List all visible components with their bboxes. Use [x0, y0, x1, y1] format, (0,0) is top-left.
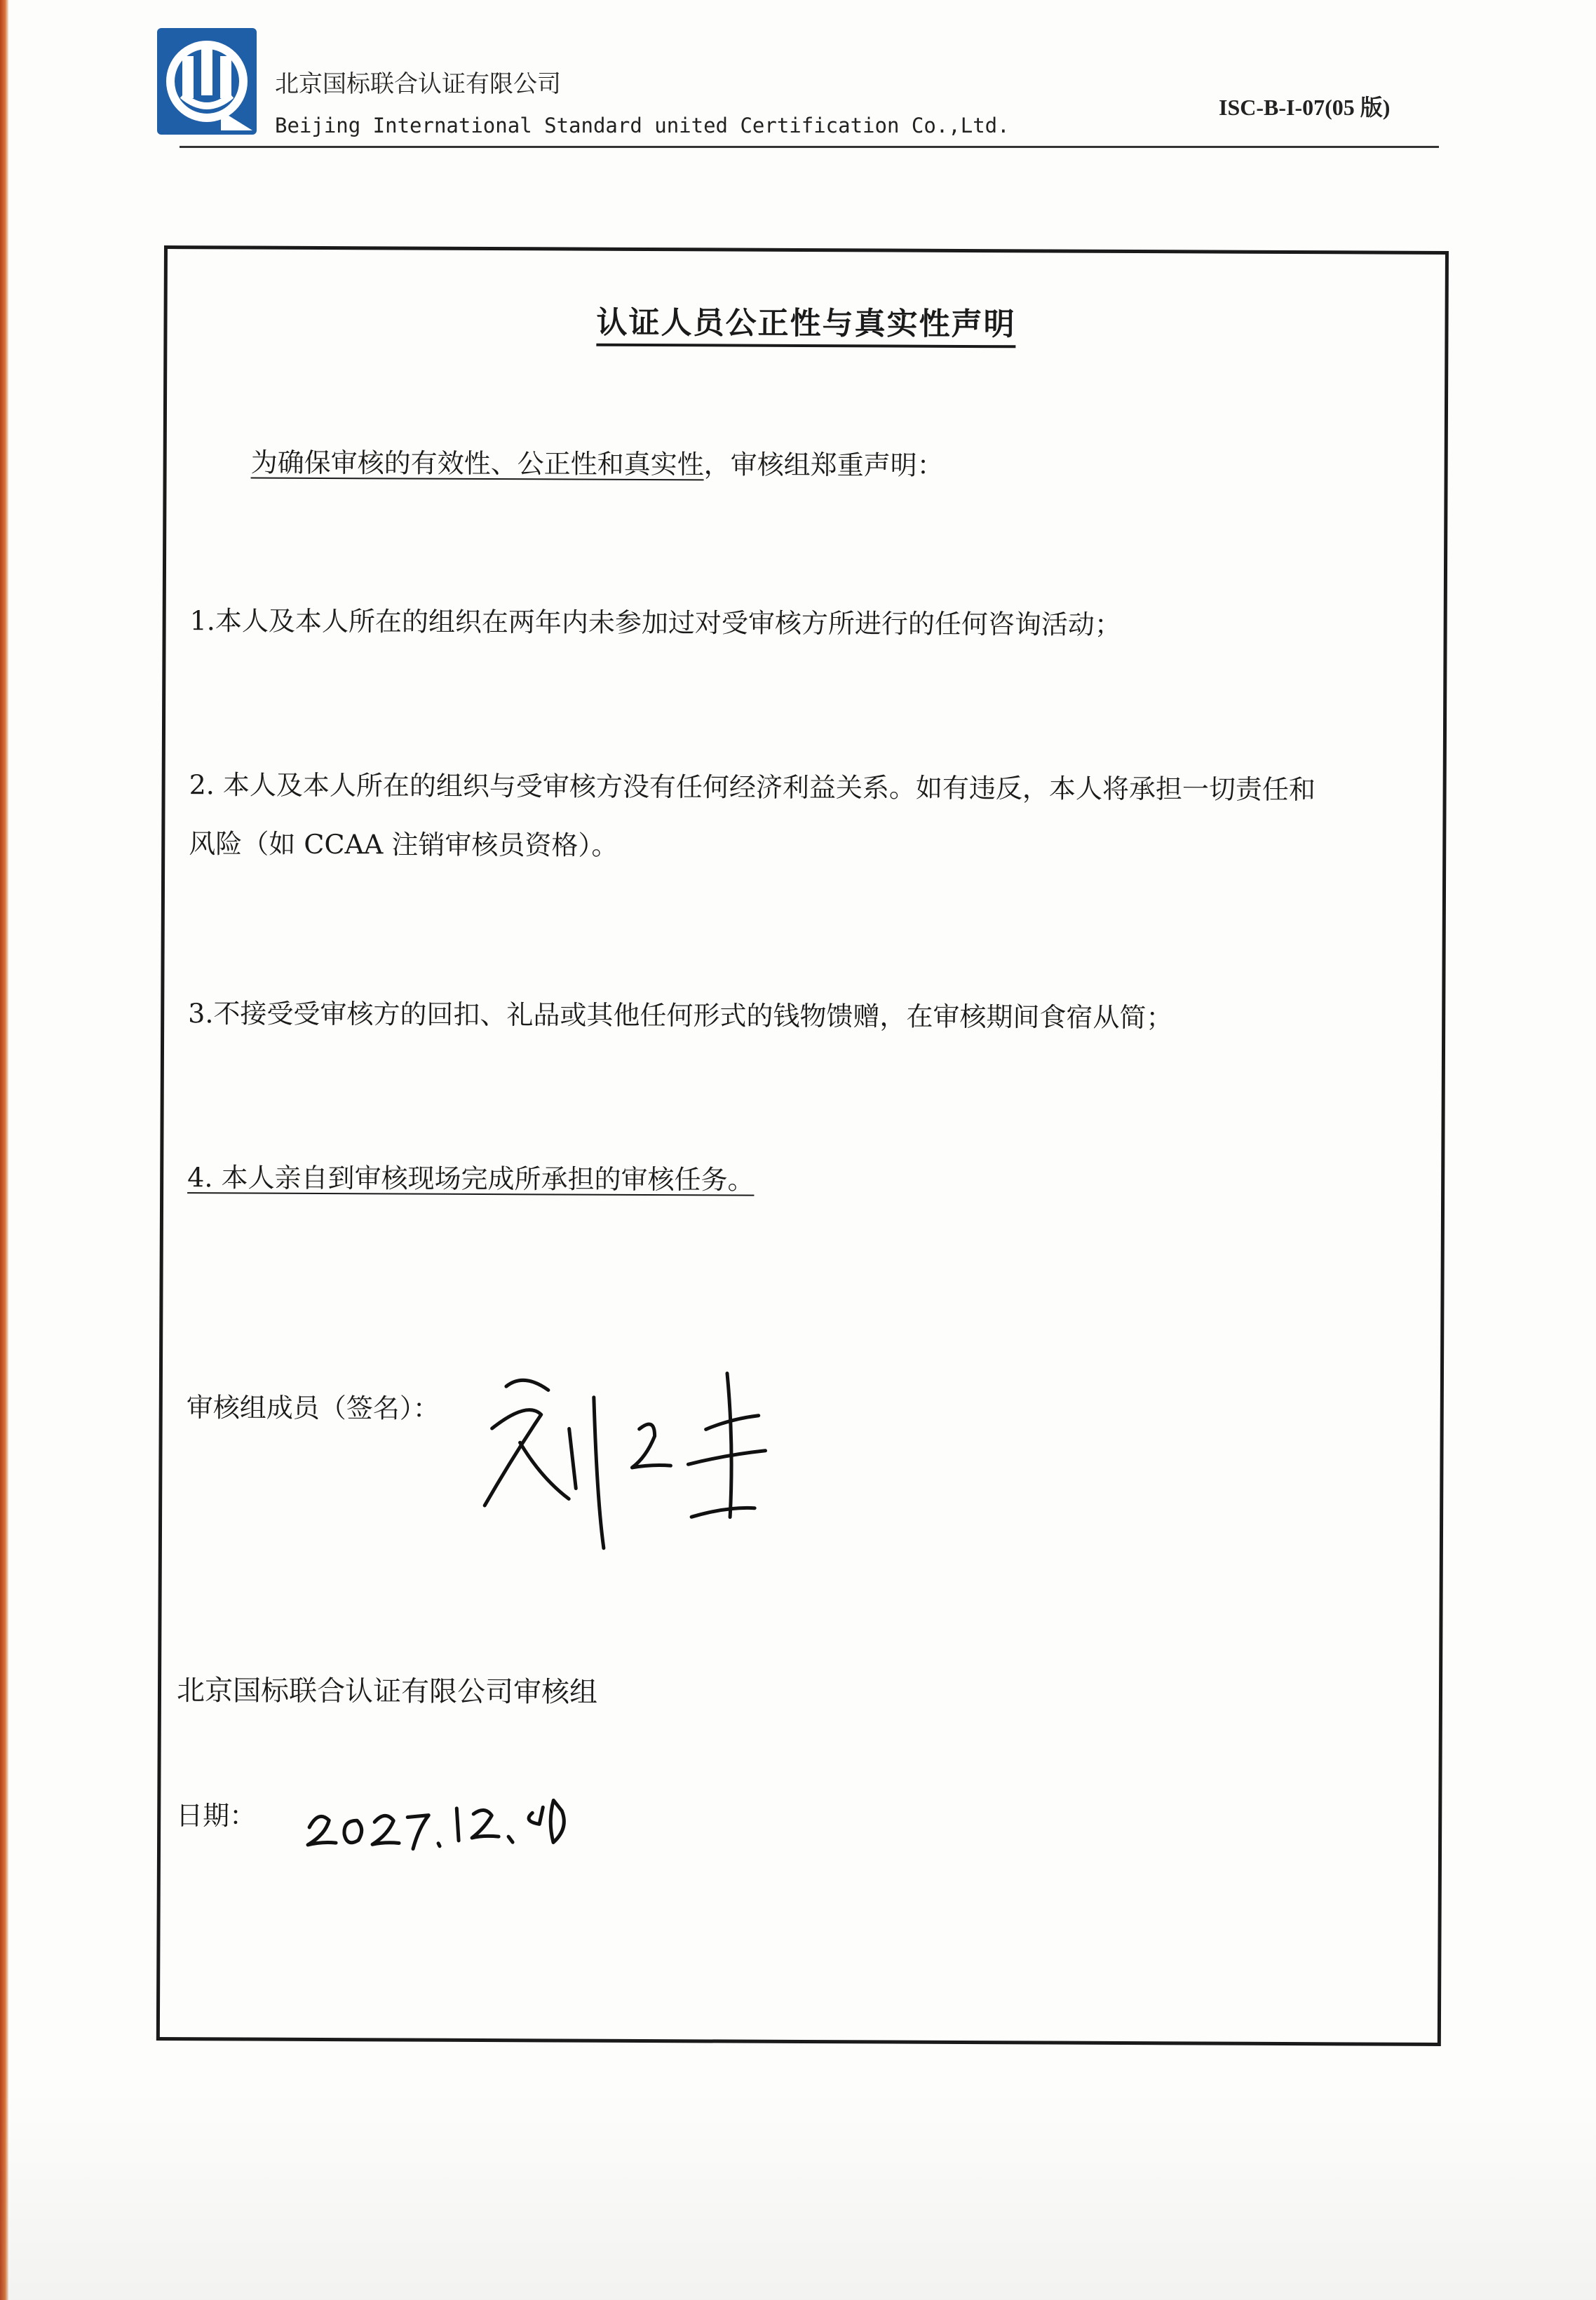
scan-shadow	[0, 2090, 1596, 2300]
date-label: 日期：	[176, 1800, 257, 1832]
declaration-item-4: 4. 本人亲自到审核现场完成所承担的审核任务。	[187, 1162, 755, 1196]
handwritten-signature	[471, 1323, 794, 1556]
document-code: ISC-B-I-07(05 版)	[1219, 95, 1391, 120]
form-title: 认证人员公正性与真实性声明	[167, 295, 1445, 346]
declaration-form	[156, 245, 1449, 2046]
declaration-item-3: 3.不接受受审核方的回扣、礼品或其他任何形式的钱物馈赠，在审核期间食宿从简；	[188, 998, 1173, 1034]
declaration-item-2-line-1: 2. 本人及本人所在的组织与受审核方没有任何经济利益关系。如有违反，本人将承担一切责任和	[189, 769, 1316, 806]
intro-rest: ，审核组郑重声明：	[703, 449, 944, 481]
audit-group-label: 北京国标联合认证有限公司审核组	[176, 1675, 598, 1709]
isc-logo-icon	[154, 25, 259, 137]
company-name-cn: 北京国标联合认证有限公司	[275, 70, 561, 98]
scan-edge	[0, 0, 8, 2300]
intro-paragraph	[250, 433, 943, 495]
declaration-item-2-line-2: 风险（如 CCAA 注销审核员资格）。	[189, 828, 618, 861]
declaration-item-2	[189, 755, 1316, 878]
declaration-item-1: 1.本人及本人所在的组织在两年内未参加过对受审核方所进行的任何咨询活动；	[189, 605, 1122, 640]
header-divider	[180, 146, 1439, 148]
handwritten-date	[301, 1778, 595, 1857]
signature-label: 审核组成员（签名）：	[186, 1392, 440, 1424]
company-name-en: Beijing International Standard united Certification Co.,Ltd.	[275, 114, 1010, 137]
intro-underlined: 为确保审核的有效性、公正性和真实性	[250, 447, 704, 480]
